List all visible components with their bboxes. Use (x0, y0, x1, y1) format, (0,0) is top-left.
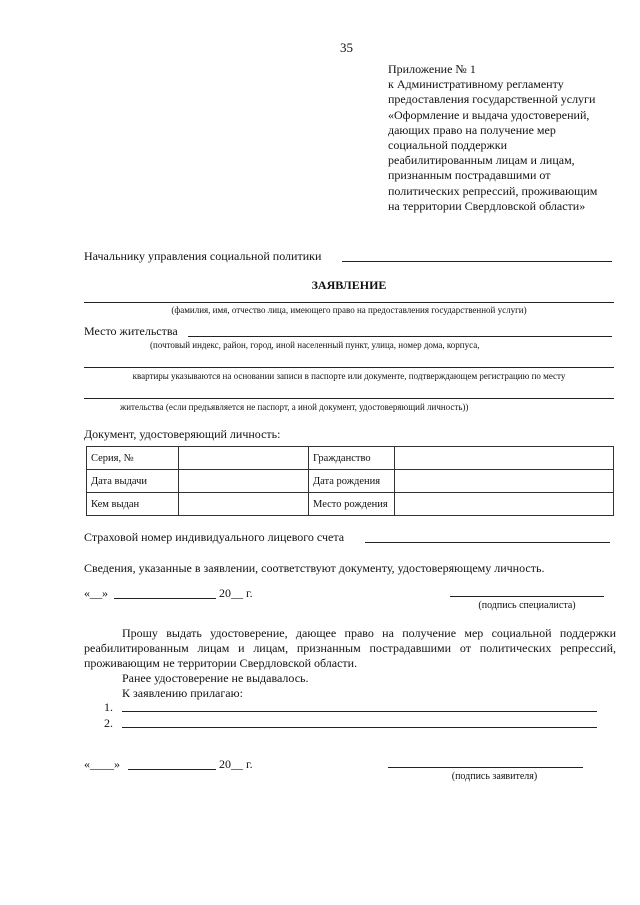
date-day-2: «____» (84, 757, 120, 771)
snils-label: Страховой номер индивидуального лицевого счета (84, 530, 345, 544)
residence-hint-2: квартиры указываются на основании записи в паспорте или документе, подтверждающем регистрацию по месту (132, 371, 566, 381)
issue-date-input[interactable] (179, 470, 309, 493)
appendix-line: реабилитированным лицам и лицам, (388, 153, 575, 168)
not-issued-text: Ранее удостоверение не выдавалось. (122, 671, 309, 685)
issue-date-label: Дата выдачи (87, 470, 179, 493)
document-title: ЗАЯВЛЕНИЕ (311, 278, 387, 292)
id-document-label: Документ, удостоверяющий личность: (84, 427, 281, 441)
table-row (87, 470, 614, 493)
attachment-number-2: 2. (104, 716, 113, 730)
attachments-label: К заявлению прилагаю: (122, 686, 243, 700)
snils-field[interactable] (365, 542, 610, 543)
table-row (87, 493, 614, 516)
id-document-table (86, 446, 614, 516)
appendix-header (388, 62, 618, 214)
appendix-line: политических репрессий, проживающим (388, 183, 598, 198)
residence-label: Место жительства (84, 324, 178, 338)
addressee-field[interactable] (342, 261, 612, 262)
confirmation-text: Сведения, указанные в заявлении, соответствуют документу, удостоверяющему личность. (84, 561, 545, 575)
date-year-1: 20__ г. (219, 586, 253, 600)
residence-field-2[interactable] (84, 367, 614, 368)
residence-field[interactable] (188, 336, 612, 337)
residence-hint-1: (почтовый индекс, район, город, иной населенный пункт, улица, номер дома, корпуса, (150, 340, 480, 350)
citizenship-label: Гражданство (309, 447, 395, 470)
date-month-field-1[interactable] (114, 598, 216, 599)
date-day-1: «__» (84, 586, 108, 600)
request-paragraph: Прошу выдать удостоверение, дающее право на получение мер социальной поддержки реабилитированным лицам и лицам, признанным пострадавшими от политических репрессий, проживающим не территории Свердловской области. (84, 626, 616, 670)
date-year-2: 20__ г. (219, 757, 253, 771)
applicant-signature-hint: (подпись заявителя) (451, 771, 538, 782)
specialist-signature-field[interactable] (450, 596, 604, 597)
residence-field-3[interactable] (84, 398, 614, 399)
page-number: 35 (340, 40, 353, 55)
addressee-label: Начальнику управления социальной политики (84, 249, 322, 263)
appendix-line: дающих право на получение мер (388, 122, 556, 137)
appendix-line: к Административному регламенту (388, 77, 564, 92)
issued-by-label: Кем выдан (87, 493, 179, 516)
series-number-input[interactable] (179, 447, 309, 470)
birth-place-label: Место рождения (309, 493, 395, 516)
appendix-line: на территории Свердловской области» (388, 198, 586, 213)
full-name-hint: (фамилия, имя, отчество лица, имеющего право на предоставления государственной услуги) (171, 305, 527, 315)
appendix-line: признанным пострадавшими от (388, 168, 551, 183)
table-row (87, 447, 614, 470)
applicant-signature-field[interactable] (388, 767, 583, 768)
attachment-number-1: 1. (104, 700, 113, 714)
residence-hint-3: жительства (если предъявляется не паспорт, а иной документ, удостоверяющий личность)) (120, 402, 469, 412)
series-number-label: Серия, № (87, 447, 179, 470)
attachment-field-1[interactable] (122, 711, 597, 712)
issued-by-input[interactable] (179, 493, 309, 516)
specialist-signature-hint: (подпись специалиста) (478, 600, 576, 611)
appendix-line: Приложение № 1 (388, 62, 476, 76)
appendix-line: предоставления государственной услуги (388, 92, 596, 107)
birth-place-input[interactable] (395, 493, 614, 516)
attachment-field-2[interactable] (122, 727, 597, 728)
birth-date-input[interactable] (395, 470, 614, 493)
appendix-line: «Оформление и выдача удостоверений, (388, 107, 590, 122)
birth-date-label: Дата рождения (309, 470, 395, 493)
citizenship-input[interactable] (395, 447, 614, 470)
date-month-field-2[interactable] (128, 769, 216, 770)
appendix-line: социальной поддержки (388, 138, 508, 153)
full-name-field[interactable] (84, 302, 614, 303)
